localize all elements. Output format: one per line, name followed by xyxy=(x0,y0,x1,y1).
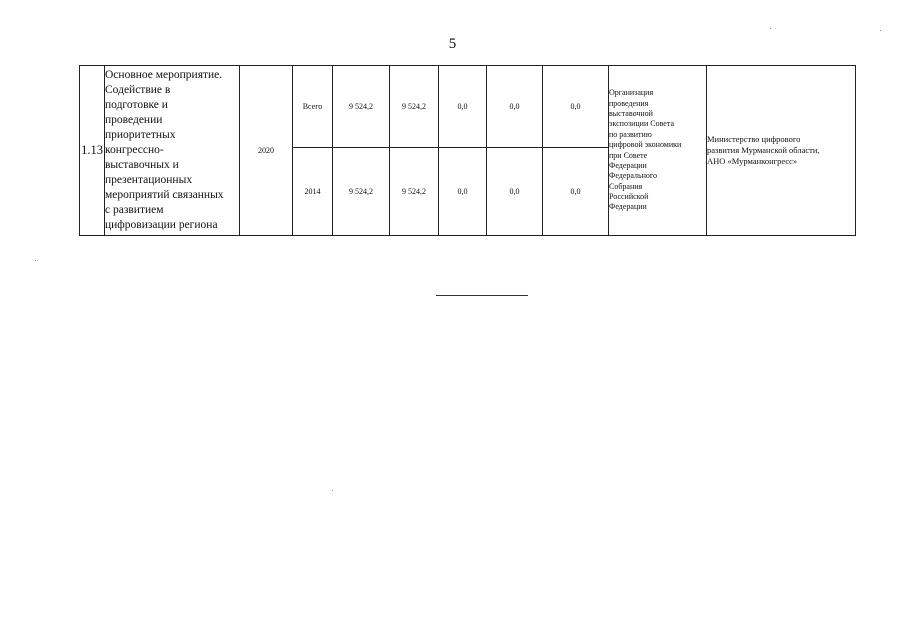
expected-result xyxy=(609,66,707,236)
executor xyxy=(707,66,856,236)
activity-name xyxy=(105,66,240,236)
scan-speck xyxy=(770,28,771,29)
funding-source: Всего xyxy=(293,66,333,148)
scan-speck xyxy=(332,490,333,491)
result-line: при Совете xyxy=(609,150,648,160)
activity-name-line: конгрессно- xyxy=(105,144,164,157)
activity-name-line: приоритетных xyxy=(105,129,176,142)
funding-value: 9 524,2 xyxy=(390,148,439,236)
result-line: по развитию xyxy=(609,129,652,139)
funding-value: 0,0 xyxy=(487,148,543,236)
funding-value: 0,0 xyxy=(439,66,487,148)
result-line: Российской xyxy=(609,192,649,202)
activity-name-line: подготовке и xyxy=(105,99,168,112)
executor-line: АНО «Мурманконгресс» xyxy=(707,156,798,167)
executor-line: развития Мурманской области, xyxy=(707,144,820,155)
funding-source: 2014 xyxy=(293,148,333,236)
activity-name-line: проведении xyxy=(105,114,163,127)
funding-value: 0,0 xyxy=(543,148,609,236)
result-line: Федерации xyxy=(609,160,647,170)
funding-value: 9 524,2 xyxy=(390,66,439,148)
activity-name-line: цифровизации региона xyxy=(105,218,218,231)
funding-value: 0,0 xyxy=(543,66,609,148)
funding-value: 0,0 xyxy=(439,148,487,236)
result-line: Федерации xyxy=(609,202,647,212)
activity-name-line: Содействие в xyxy=(105,84,171,97)
separator-line xyxy=(436,295,528,296)
result-line: проведения xyxy=(609,98,649,108)
result-line: Собрания xyxy=(609,181,643,191)
funding-total: 9 524,2 xyxy=(333,148,390,236)
activity-name-line: презентационных xyxy=(105,173,193,186)
result-line: Федерального xyxy=(609,171,658,181)
executor-line: Министерство цифрового xyxy=(707,133,801,144)
activity-name-line: Основное мероприятие. xyxy=(105,69,223,82)
year-cell: 2020 xyxy=(240,66,293,236)
scan-speck xyxy=(35,260,36,261)
funding-total: 9 524,2 xyxy=(333,66,390,148)
row-code: 1.13 xyxy=(80,66,105,236)
funding-value: 0,0 xyxy=(487,66,543,148)
result-line: Организация xyxy=(609,88,654,98)
scan-speck xyxy=(880,30,881,31)
activity-table xyxy=(79,65,856,236)
result-line: экспозиции Совета xyxy=(609,119,674,129)
table-row xyxy=(80,66,856,148)
activity-name-line: выставочных и xyxy=(105,158,179,171)
activity-name-line: с развитием xyxy=(105,203,164,216)
result-line: цифровой экономики xyxy=(609,140,682,150)
page-number: 5 xyxy=(448,36,457,52)
result-line: выставочной xyxy=(609,108,653,118)
activity-name-line: мероприятий связанных xyxy=(105,188,224,201)
